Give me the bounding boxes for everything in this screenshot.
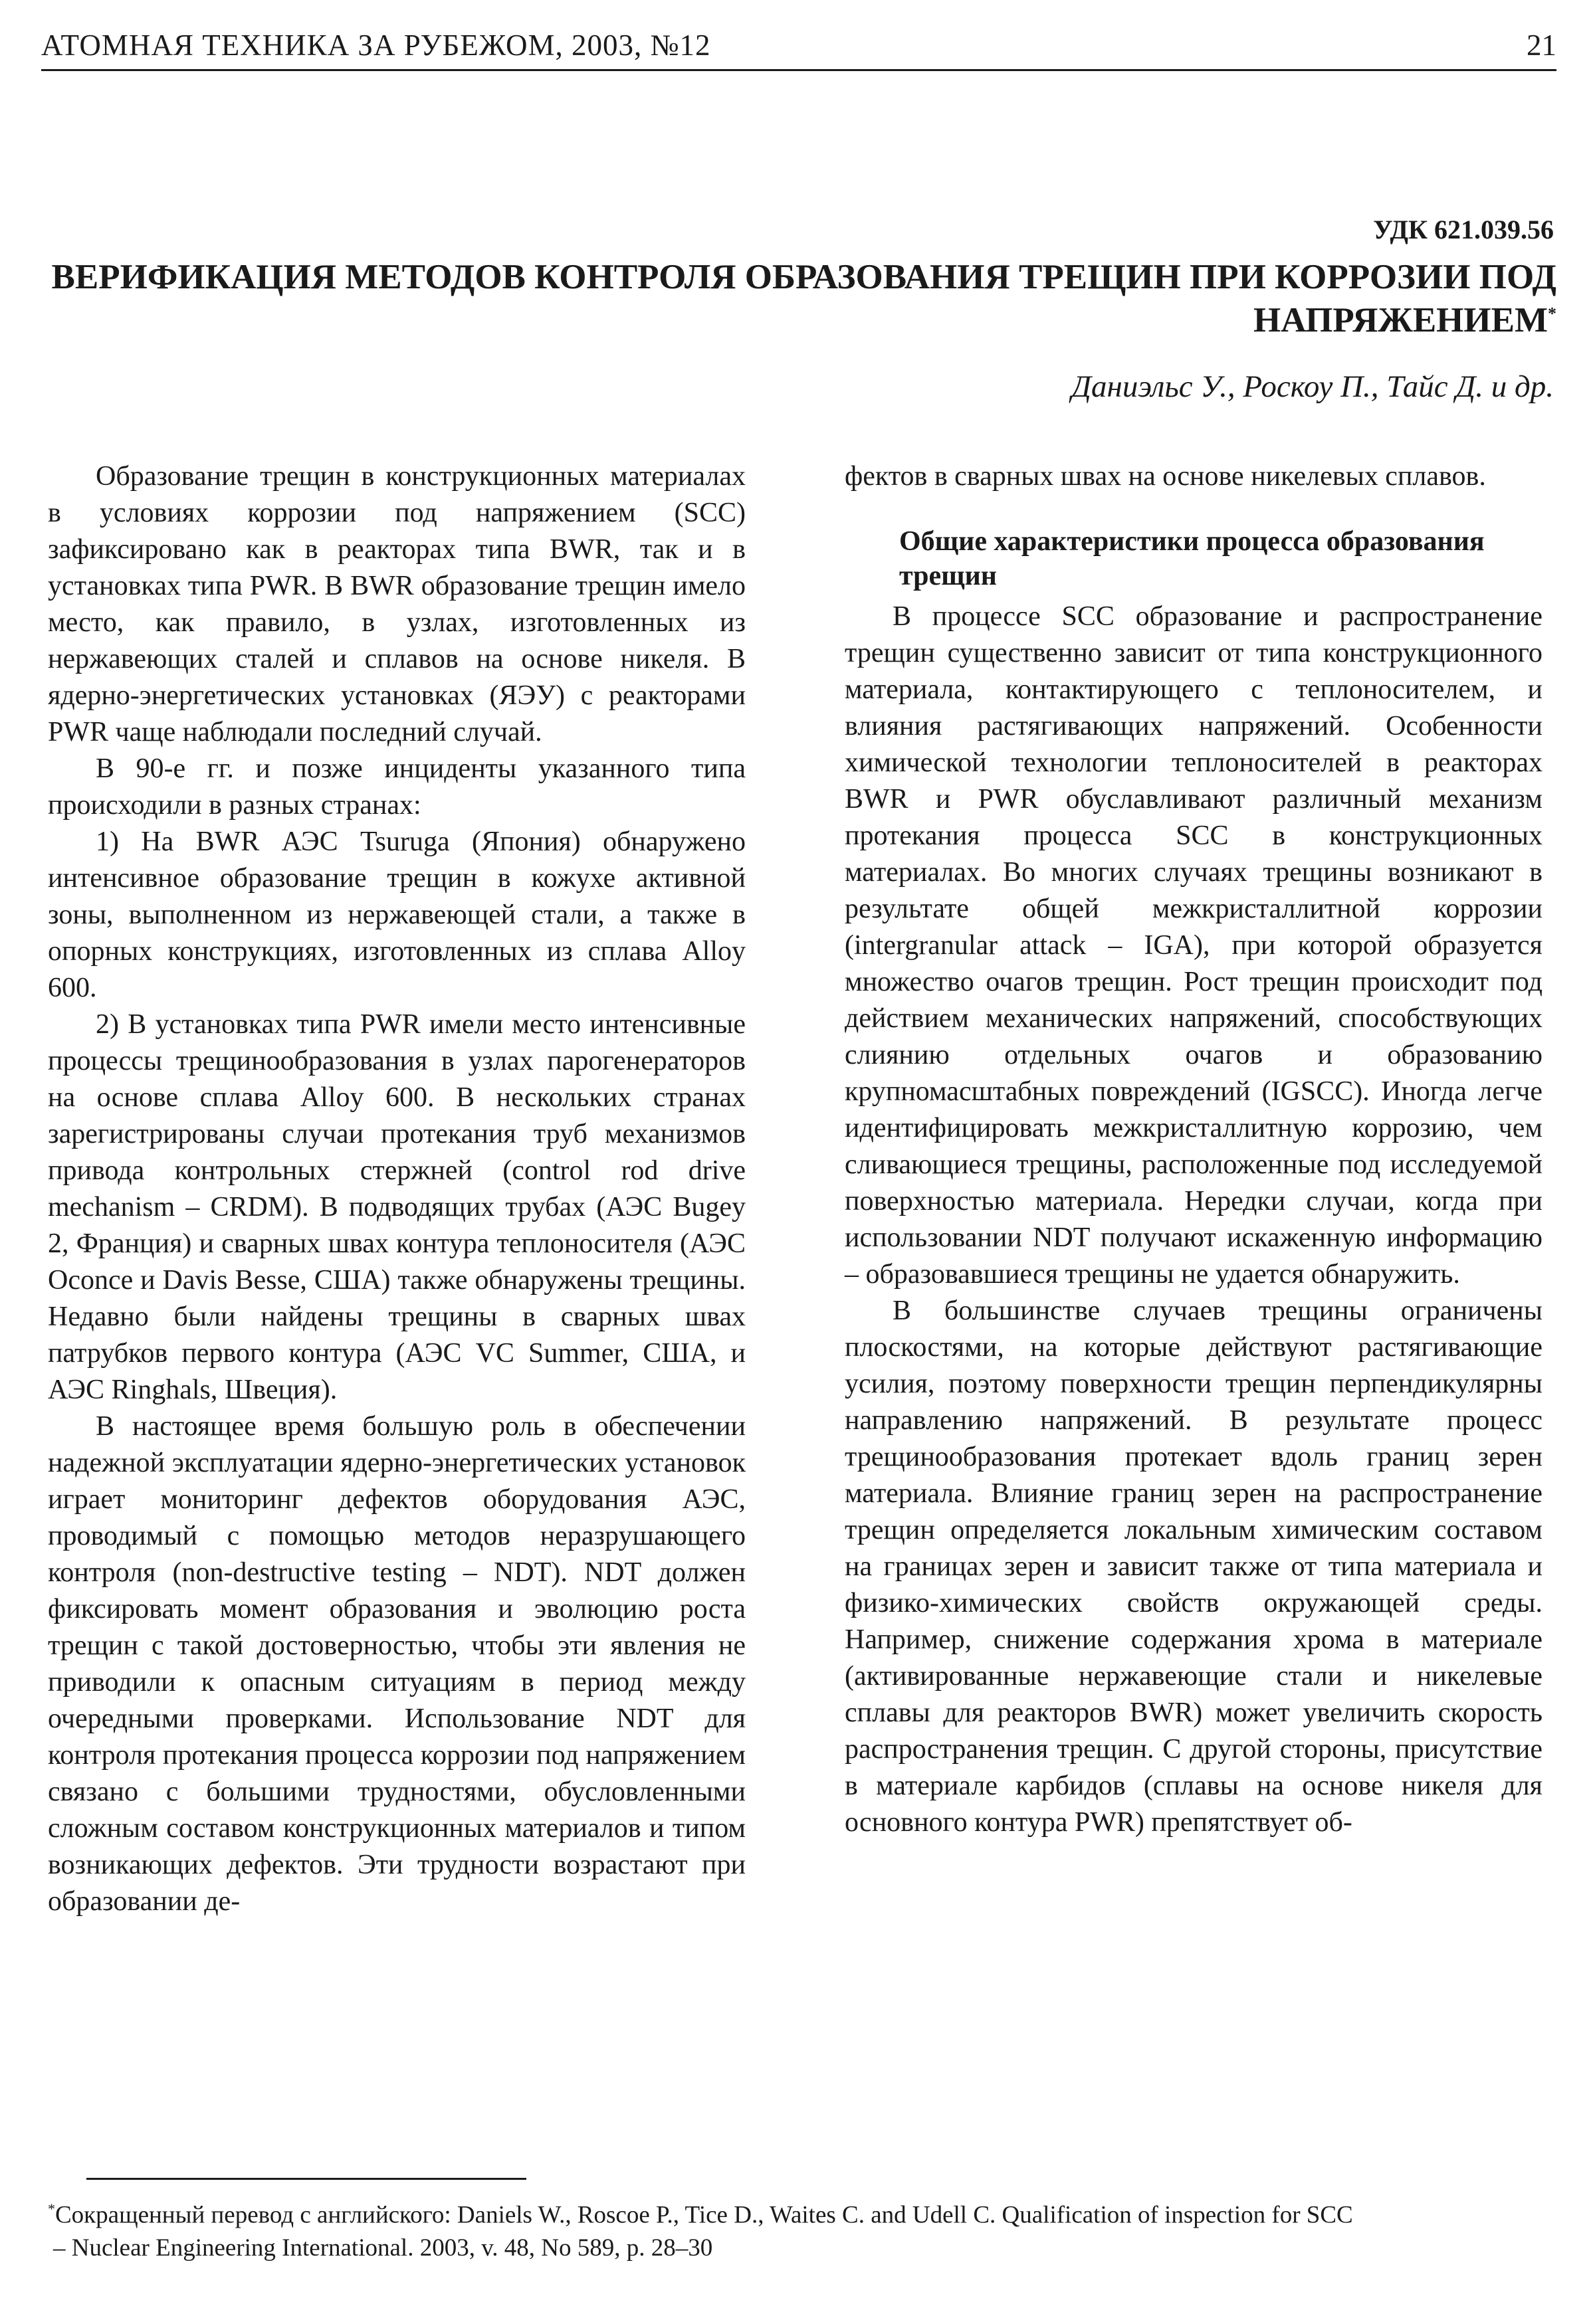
left-column [48,458,746,1920]
title-line-2-text: НАПРЯЖЕНИЕМ [1253,300,1548,339]
footnote-line-2: – Nuclear Engineering International. 2003, v. 48, No 589, p. 28–30 [53,2234,713,2262]
paragraph: В большинстве случаев трещины ограничены плоскостями, на которые действуют растягивающие усилия, поэтому поверхности трещин перпендикулярны направлению напряжений. В результате процесс трещинообразования протекает вдоль границ зерен материала. Влияние границ зерен на распространение трещин определяется локальным химическим составом на границах зерен и зависит также от типа материала и физико-химических свойств окружающей среды. Например, снижение содержания хрома в материале (активированные нержавеющие стали и никелевые сплавы для реакторов BWR) может увеличить скорость распространения трещин. С другой стороны, присутствие в материале карбидов (сплавы на основе никеля для основного контура PWR) препятствует об- [845,1296,1542,1838]
paragraph: В процессе SCC образование и распространение трещин существенно зависит от типа конструкционного материала, контактирующего с теплоносителем, и влияния растягивающих напряжений. Особенности химической технологии теплоносителей в реакторах BWR и PWR обуславливают различный механизм протекания процесса SCC в конструкционных материалах. Во многих случаях трещины возникают в результате общей межкристаллитной коррозии (intergranular attack – IGA), при которой образуется множество очагов трещин. Рост трещин происходит под действием механических напряжений, способствующих слиянию отдельных очагов и образованию крупномасштабных повреждений (IGSCC). Иногда легче идентифицировать межкристаллитную коррозию, чем сливающиеся трещины, расположенные под исследуемой поверхностью материала. Нередки случаи, когда при использовании NDT получают искаженную информацию – образовавшиеся трещины не удается обнаружить. [845,601,1542,1290]
footnote-reference: * [1548,304,1556,323]
journal-title: АТОМНАЯ ТЕХНИКА ЗА РУБЕЖОМ, 2003, №12 [41,29,711,62]
paragraph-continuation: фектов в сварных швах на основе никелевых сплавов. [845,461,1486,492]
footnote-line-1 [48,2192,1543,2232]
right-column [845,458,1542,1841]
running-header [41,28,1556,71]
paragraph: В настоящее время большую роль в обеспечении надежной эксплуатации ядерно-энергетических установок играет мониторинг дефектов оборудования АЭС, проводимый с помощью методов неразрушающего контроля (non-destructive testing – NDT). NDT должен фиксировать момент образования и эволюцию роста трещин с такой достоверностью, чтобы эти явления не приводили к опасным ситуациям в период между очередными проверками. Использование NDT для контроля протекания процесса коррозии под напряжением связано с большими трудностями, обусловленными сложным составом конструкционных материалов и типом возникающих дефектов. Эти трудности возрастают при образовании де- [48,1411,746,1917]
article-title [41,256,1556,341]
paragraph: Образование трещин в конструкционных материалах в условиях коррозии под напряжением (SCC) зафиксировано как в реакторах типа BWR, так и в установках типа PWR. В BWR образование трещин имело место, как правило, в узлах, изготовленных из нержавеющих сталей и сплавов на основе никеля. В ядерно-энергетических установках (ЯЭУ) с реакторами PWR чаще наблюдали последний случай. [48,461,746,747]
section-heading: Общие характеристики процесса образования трещин [899,526,1485,591]
paragraph: В 90-е гг. и позже инциденты указанного типа происходили в разных странах: [48,753,746,821]
paragraph: 1) На BWR АЭС Tsuruga (Япония) обнаружено интенсивное образование трещин в кожухе активной зоны, выполненном из нержавеющей стали, а также в опорных конструкциях, изготовленных из сплава Alloy 600. [48,826,746,1003]
authors: Даниэльс У., Роскоу П., Тайс Д. и др. [1071,369,1554,404]
footnote-text-1: Сокращенный перевод с английского: Daniels W., Roscoe P., Tice D., Waites C. and Udell C. Qualification of inspection for SCC [55,2201,1353,2229]
footnote-separator [86,2178,526,2180]
udc-code: УДК 621.039.56 [1373,215,1554,244]
page-number: 21 [1527,29,1556,62]
footnote-mark: * [48,2200,55,2217]
paragraph: 2) В установках типа PWR имели место интенсивные процессы трещинообразования в узлах парогенераторов на основе сплава Alloy 600. В нескольких странах зарегистрированы случаи протекания труб механизмов привода контрольных стержней (control rod drive mechanism – CRDM). В подводящих трубах (АЭС Bugey 2, Франция) и сварных швах контура теплоносителя (АЭС Oconce и Davis Besse, США) также обнаружены трещины. Недавно были найдены трещины в сварных швах патрубков первого контура (АЭС VC Summer, США, и АЭС Ringhals, Швеция). [48,1009,746,1405]
title-line-1: ВЕРИФИКАЦИЯ МЕТОДОВ КОНТРОЛЯ ОБРАЗОВАНИЯ ТРЕЩИН ПРИ КОРРОЗИИ ПОД [51,258,1556,296]
title-line-2 [41,299,1556,342]
footnote [48,2192,1543,2265]
